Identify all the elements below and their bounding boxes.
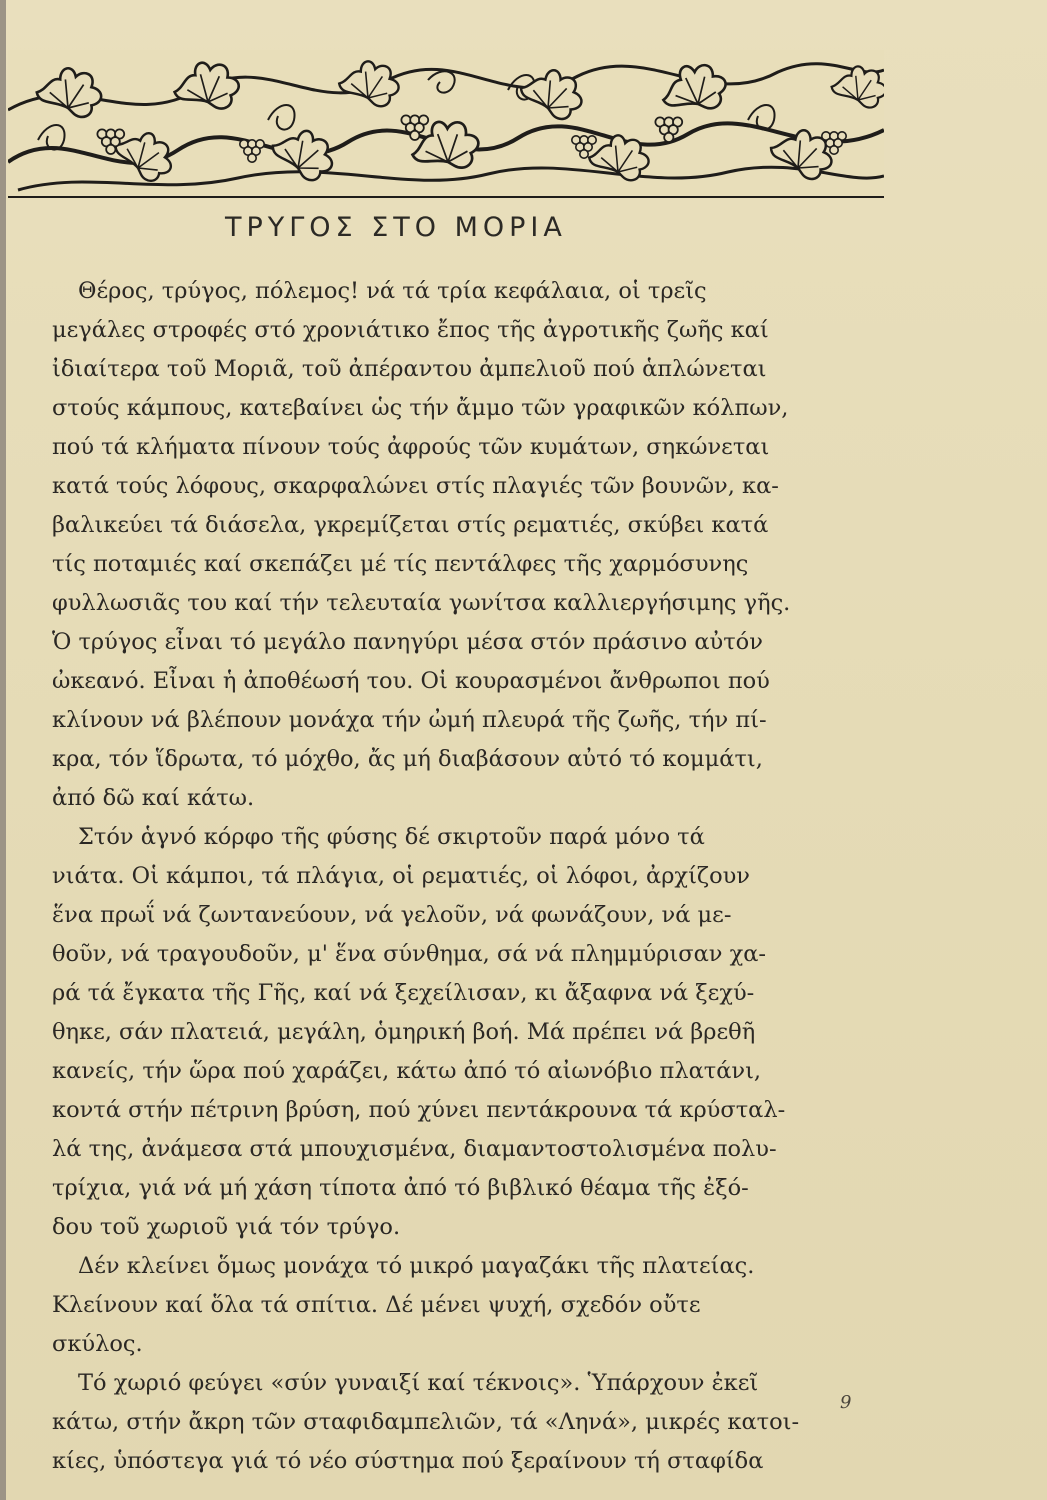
text-line: κάτω, στήν ἄκρη τῶν σταφιδαμπελιῶν, τά «Ληνά», μικρές κατοι- [52,1409,800,1435]
text-line: δου τοῦ χωριοῦ γιά τόν τρύγο. [52,1214,401,1240]
text-line: κρα, τόν ἵδρωτα, τό μόχθο, ἄς μή διαβάσουν αὐτό τό κομμάτι, [52,746,763,772]
text-line: Ὁ τρύγος εἶναι τό μεγάλο πανηγύρι μέσα στόν πράσινο αὐτόν [52,629,763,655]
text-line: Δέν κλείνει ὅμως μονάχα τό μικρό μαγαζάκι τῆς πλατείας. [78,1253,755,1279]
text-line: κλίνουν νά βλέπουν μονάχα τήν ὠμή πλευρά τῆς ζωῆς, τήν πί- [52,707,767,733]
body-text [52,272,894,1481]
text-line: πού τά κλήματα πίνουν τούς ἀφρούς τῶν κυμάτων, σηκώνεται [52,434,770,460]
text-line: ἰδιαίτερα τοῦ Μοριᾶ, τοῦ ἀπέραντου ἀμπελιοῦ πού ἁπλώνεται [52,356,767,382]
text-line: τίς ποταμιές καί σκεπάζει μέ τίς πεντάλφες τῆς χαρμόσυνης [52,551,749,577]
text-line: κοντά στήν πέτρινη βρύση, πού χύνει πεντάκρουνα τά κρύσταλ- [52,1097,786,1123]
text-line: θηκε, σάν πλατειά, μεγάλη, ὁμηρική βοή. Μά πρέπει νά βρεθῆ [52,1019,756,1045]
text-line: μεγάλες στροφές στό χρονιάτικο ἔπος τῆς ἀγροτικῆς ζωῆς καί [52,317,769,343]
text-line: ἀπό δῶ καί κάτω. [52,785,255,811]
text-line: νιάτα. Οἱ κάμποι, τά πλάγια, οἱ ρεματιές, οἱ λόφοι, ἀρχίζουν [52,863,750,889]
text-line: στούς κάμπους, κατεβαίνει ὡς τήν ἄμμο τῶν γραφικῶν κόλπων, [52,395,789,421]
page-number: 9 [840,1392,852,1413]
text-line: σκύλος. [52,1331,143,1357]
text-line: Στόν ἁγνό κόρφο τῆς φύσης δέ σκιρτοῦν παρά μόνο τά [78,824,705,850]
chapter-title: ΤΡΥΓΟΣ ΣΤΟ ΜΟΡΙΑ [225,212,567,243]
text-line: κίες, ὑπόστεγα γιά τό νέο σύστημα πού ξεραίνουν τή σταφίδα [52,1448,764,1474]
grapevine-ornament-icon [8,50,884,198]
text-line: Κλείνουν καί ὅλα τά σπίτια. Δέ μένει ψυχή, σχεδόν οὔτε [52,1292,701,1318]
text-line: Τό χωριό φεύγει «σύν γυναιξί καί τέκνοις». Ὑπάρχουν ἐκεῖ [78,1370,759,1396]
text-line: φυλλωσιᾶς του καί τήν τελευταία γωνίτσα καλλιεργήσιμης γῆς. [52,590,791,616]
text-line: κανείς, τήν ὥρα πού χαράζει, κάτω ἀπό τό αἰωνόβιο πλατάνι, [52,1058,762,1084]
text-line: θοῦν, νά τραγουδοῦν, μ' ἕνα σύνθημα, σά νά πλημμύρισαν χα- [52,941,767,967]
text-line: Θέρος, τρύγος, πόλεμος! νά τά τρία κεφάλαια, οἱ τρεῖς [78,278,707,304]
text-line: ὠκεανό. Εἶναι ἡ ἀποθέωσή του. Οἱ κουρασμένοι ἄνθρωποι πού [52,668,770,694]
text-line: βαλικεύει τά διάσελα, γκρεμίζεται στίς ρεματιές, σκύβει κατά [52,512,769,538]
text-line: ἕνα πρωΐ νά ζωντανεύουν, νά γελοῦν, νά φωνάζουν, νά με- [52,902,732,928]
text-line: λά της, ἀνάμεσα στά μπουχισμένα, διαμαντοστολισμένα πολυ- [52,1136,777,1162]
text-line: ρά τά ἔγκατα τῆς Γῆς, καί νά ξεχείλισαν, κι ἄξαφνα νά ξεχύ- [52,980,755,1006]
text-line: τρίχια, γιά νά μή χάση τίποτα ἀπό τό βιβλικό θέαμα τῆς ἐξό- [52,1175,749,1201]
page-binding-edge [0,0,6,1500]
text-line: κατά τούς λόφους, σκαρφαλώνει στίς πλαγιές τῶν βουνῶν, κα- [52,473,779,499]
